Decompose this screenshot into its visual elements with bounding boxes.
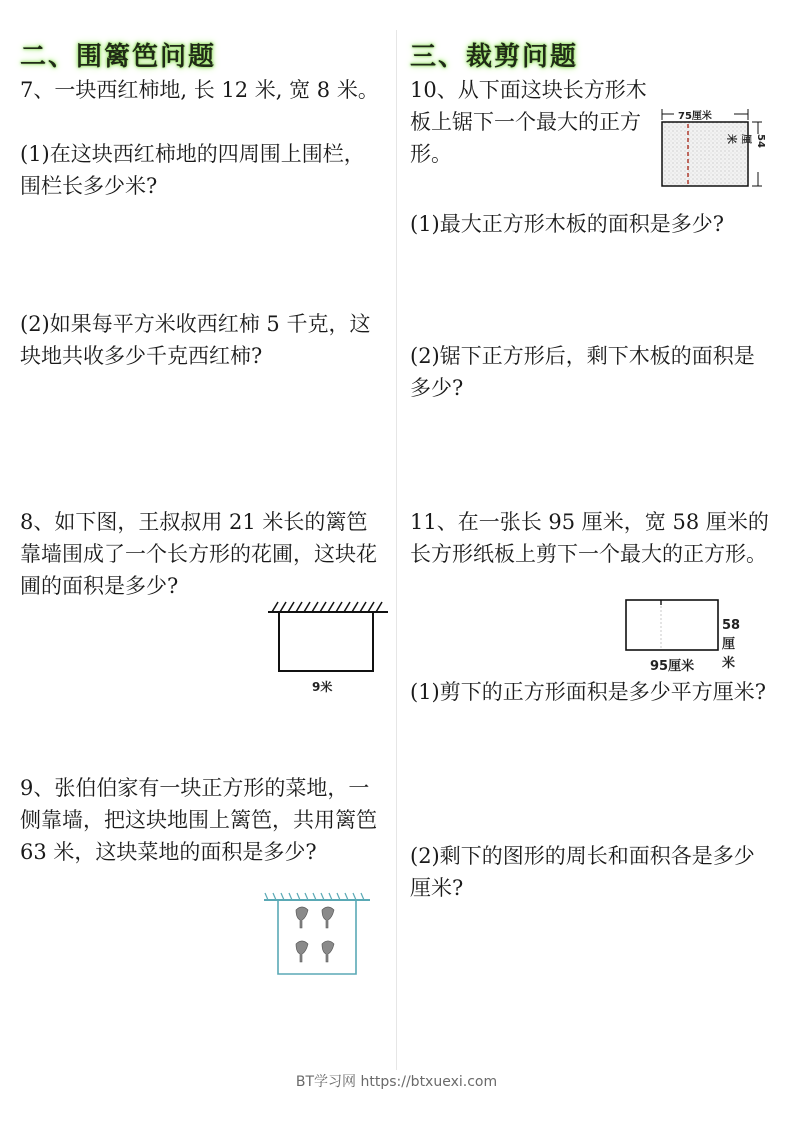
problem-8-width-label: 9米 bbox=[312, 680, 333, 694]
section-title-fencing: 二、围篱笆问题 bbox=[20, 42, 217, 72]
problem-7-part-2: (2)如果每平方米收西红柿 5 千克，这块地共收多少千克西红柿? bbox=[20, 312, 371, 368]
problem-11-part-2: (2)剩下的图形的周长和面积各是多少厘米? bbox=[410, 844, 755, 900]
problem-10-part-1: (1)最大正方形木板的面积是多少? bbox=[410, 212, 725, 236]
problem-10-part-2: (2)锯下正方形后，剩下木板的面积是多少? bbox=[410, 344, 755, 400]
problem-11-part-1: (1)剪下的正方形面积是多少平方厘米? bbox=[410, 680, 767, 704]
cardboard-icon bbox=[624, 598, 720, 652]
problem-11-width-label: 95厘米 bbox=[650, 659, 695, 674]
rectangle-against-wall-icon bbox=[268, 598, 388, 678]
section-title-cutting: 三、裁剪问题 bbox=[410, 42, 579, 72]
problem-11-height-label: 58厘米 bbox=[722, 618, 741, 671]
problem-8-stem: 8、如下图，王叔叔用 21 米长的篱笆靠墙围成了一个长方形的花圃，这块花圃的面积是多少? bbox=[20, 510, 377, 598]
problem-10-stem: 10、从下面这块长方形木板上锯下一个最大的正方形。 bbox=[410, 78, 647, 166]
problem-11-figure bbox=[624, 598, 741, 674]
problem-10-width-label: 75厘米 bbox=[678, 111, 712, 122]
problem-8-figure bbox=[268, 598, 388, 694]
problem-10-figure bbox=[660, 106, 776, 190]
problem-7-stem: 7、一块西红柿地, 长 12 米, 宽 8 米。 bbox=[20, 78, 379, 102]
problem-10-height-label: 54厘米 bbox=[725, 134, 766, 148]
problem-9-figure bbox=[262, 888, 374, 978]
problem-11-stem: 11、在一张长 95 厘米，宽 58 厘米的长方形纸板上剪下一个最大的正方形。 bbox=[410, 510, 769, 566]
problem-7-part-1: (1)在这块西红柿地的四周围上围栏，围栏长多少米? bbox=[20, 142, 365, 198]
square-garden-icon bbox=[262, 888, 374, 978]
column-divider bbox=[396, 30, 397, 1070]
footer-watermark: BT学习网 https://btxuexi.com bbox=[295, 1074, 498, 1090]
problem-9-stem: 9、张伯伯家有一块正方形的菜地，一侧靠墙，把这块地围上篱笆，共用篱笆 63 米，这块菜地的面积是多少? bbox=[20, 776, 384, 864]
